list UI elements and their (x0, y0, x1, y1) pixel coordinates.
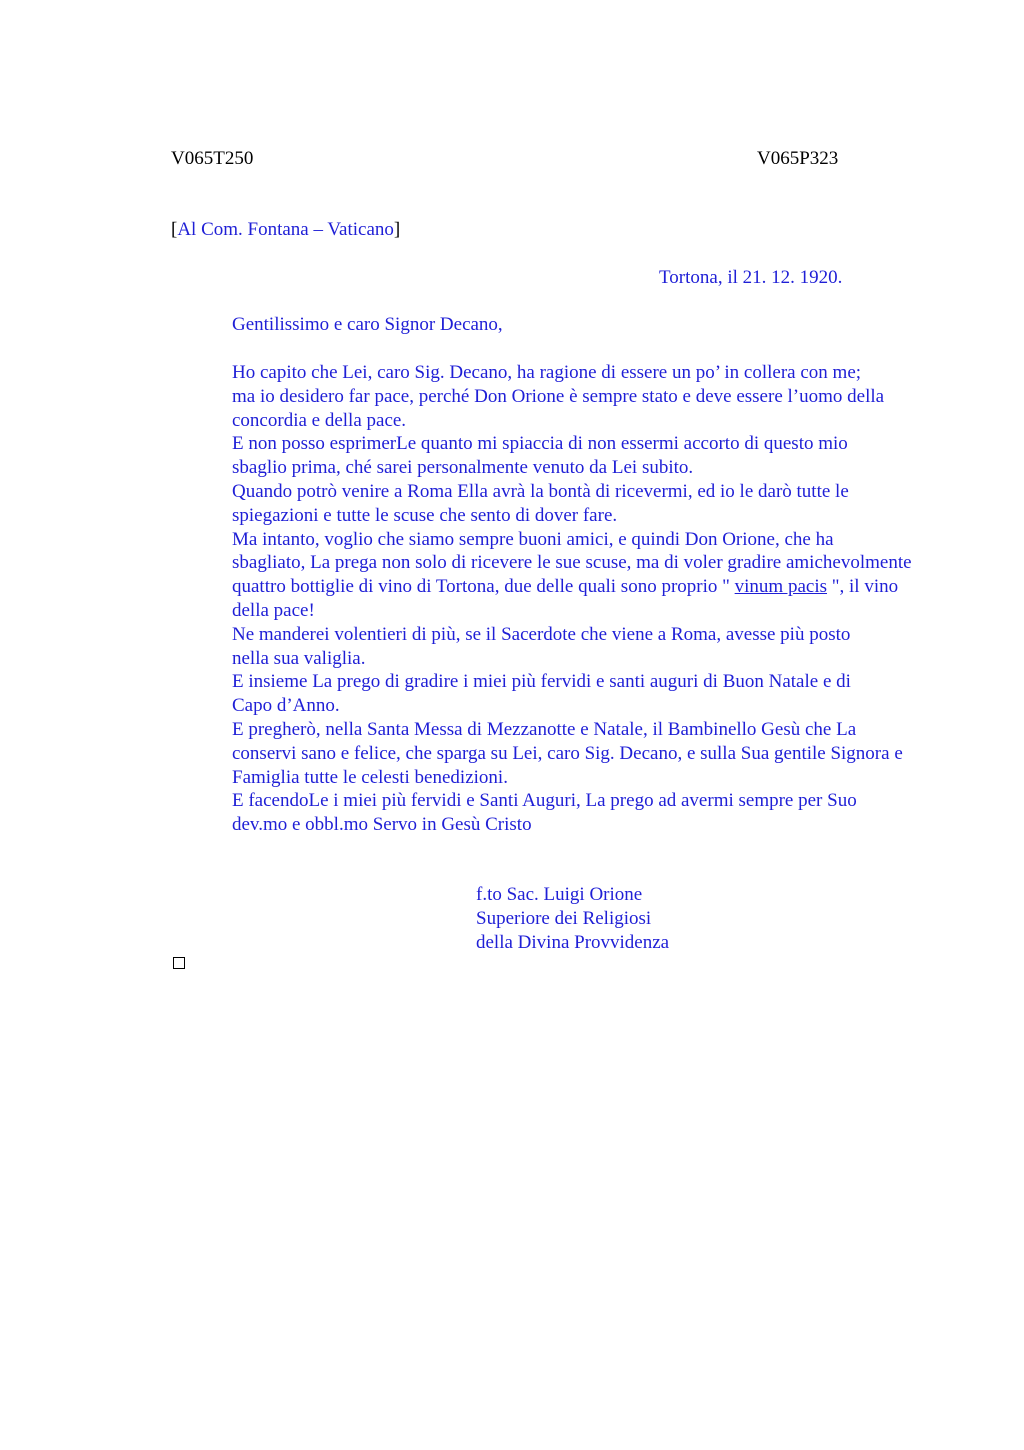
recipient-bracket-close: ] (393, 219, 401, 240)
text-segment: ", il vino (827, 576, 899, 598)
signature-title: Superiore dei Religiosi (476, 908, 652, 929)
paragraph-4 (171, 528, 931, 623)
paragraph-line (171, 575, 931, 599)
paragraph-1 (171, 361, 931, 432)
paragraph-line: ma io desidero far pace, perché Don Orione è sempre stato e deve essere l’uomo della (232, 385, 885, 407)
paragraph-line: spiegazioni e tutte le scuse che sento di dover fare. (232, 504, 618, 526)
paragraph-7 (171, 718, 931, 789)
paragraph-6 (171, 670, 931, 718)
recipient-text: Al Com. Fontana – Vaticano (177, 219, 394, 240)
signature-name: f.to Sac. Luigi Orione (476, 884, 643, 905)
paragraph-line: Ne manderei volentieri di più, se il Sacerdote che viene a Roma, avesse più posto (232, 623, 851, 645)
paragraph-3 (171, 480, 931, 528)
paragraph-line: nella sua valiglia. (232, 647, 366, 669)
paragraph-line: della pace! (232, 599, 315, 621)
signature-block (476, 883, 669, 955)
paragraph-line: dev.mo e obbl.mo Servo in Gesù Cristo (232, 814, 532, 836)
recipient-bracket-open: [ (171, 219, 178, 240)
paragraph-line: Ho capito che Lei, caro Sig. Decano, ha ragione di essere un po’ in collera con me; (232, 362, 862, 383)
paragraph-line: concordia e della pace. (232, 409, 407, 431)
paragraph-line: Capo d’Anno. (232, 695, 340, 717)
text-segment: quattro bottiglie di vino di Tortona, due delle quali sono proprio " (232, 576, 735, 598)
letter-body (171, 361, 931, 837)
paragraph-line: E facendoLe i miei più fervidi e Santi Auguri, La prego ad avermi sempre per Suo (232, 790, 857, 812)
archive-code-left: V065T250 (171, 148, 254, 169)
paragraph-line: sbaglio prima, ché sarei personalmente venuto da Lei subito. (232, 457, 694, 479)
paragraph-line: Ma intanto, voglio che siamo sempre buoni amici, e quindi Don Orione, che ha (232, 528, 834, 550)
end-of-document-square-icon (173, 957, 185, 969)
paragraph-line: E pregherò, nella Santa Messa di Mezzanotte e Natale, il Bambinello Gesù che La (232, 718, 857, 740)
paragraph-line: Quando potrò venire a Roma Ella avrà la bontà di ricevermi, ed io le darò tutte le (232, 480, 849, 502)
paragraph-2 (171, 432, 931, 480)
salutation: Gentilissimo e caro Signor Decano, (232, 314, 503, 335)
paragraph-line: E insieme La prego di gradire i miei più fervidi e santi auguri di Buon Natale e di (232, 671, 851, 693)
dateline: Tortona, il 21. 12. 1920. (659, 267, 843, 288)
paragraph-line: conservi sano e felice, che sparga su Lei, caro Sig. Decano, e sulla Sua gentile Signora e (232, 742, 903, 764)
archive-code-right: V065P323 (757, 148, 839, 169)
signature-congregation: della Divina Provvidenza (476, 932, 670, 953)
underlined-phrase: vinum pacis (734, 576, 827, 598)
paragraph-8 (171, 789, 931, 837)
paragraph-line: sbagliato, La prega non solo di ricevere le sue scuse, ma di voler gradire amichevolmente (232, 552, 912, 574)
paragraph-line: E non posso esprimerLe quanto mi spiaccia di non essermi accorto di questo mio (232, 433, 848, 455)
paragraph-5 (171, 623, 931, 671)
recipient-line (171, 218, 400, 242)
paragraph-line: Famiglia tutte le celesti benedizioni. (232, 766, 508, 788)
